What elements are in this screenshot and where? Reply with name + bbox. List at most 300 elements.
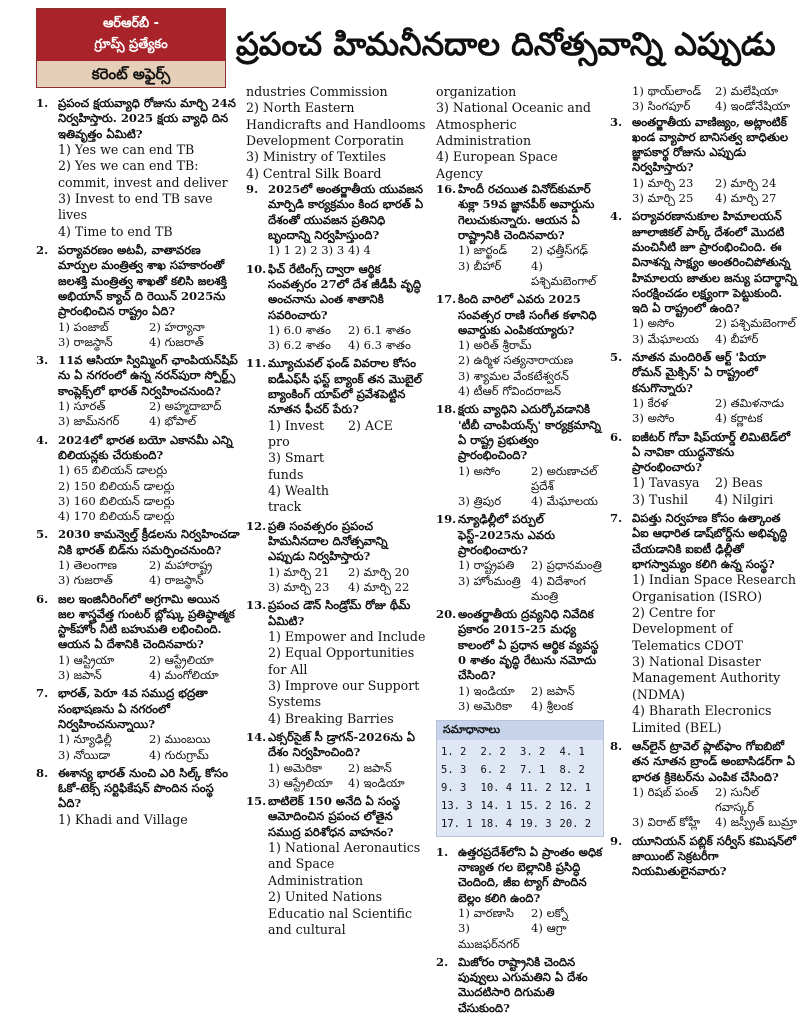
question-line bbox=[610, 511, 798, 572]
answer-cell: 14. 1 bbox=[480, 799, 513, 812]
option: 2) North Eastern Handicrafts and Handlooms Development Corporatin bbox=[246, 100, 426, 149]
question-text: బాటిలెక్ 150 అనేది ఏ సంస్థ ఆమోదించిన ప్రపంచ లోతైన సముద్ర పరిశోధన వాహనం? bbox=[268, 794, 400, 839]
option: 4) టీఆర్ గోవిందరాజన్ bbox=[458, 384, 562, 399]
option-row bbox=[458, 684, 604, 699]
question-line bbox=[246, 182, 428, 243]
option: 2) మార్చి 20 bbox=[348, 564, 410, 579]
option: 2) తమిళనాడు bbox=[715, 395, 784, 410]
question-line bbox=[436, 607, 604, 683]
option bbox=[348, 450, 428, 483]
question-item bbox=[436, 955, 604, 1016]
option: 4) Wealth track bbox=[268, 483, 330, 515]
answer-cell: 12. 1 bbox=[559, 781, 592, 794]
option: 4) Breaking Barries bbox=[268, 710, 394, 726]
option: 4) కర్ణాటక bbox=[715, 411, 763, 426]
option: 4) ఇండియా bbox=[348, 775, 405, 790]
option: 4) గురుగ్రామ్ bbox=[149, 747, 209, 762]
question-line bbox=[36, 353, 240, 399]
option: 1) అరిత్ శ్రీరామ్ bbox=[458, 338, 532, 353]
question-text: యూనియన్ పబ్లిక్ సర్వీస్ కమిషన్‌లో జాయింట్ సెక్రటరీగా నియమితులైనవారు? bbox=[632, 833, 796, 879]
option: 1) అసోం bbox=[458, 463, 501, 478]
question-options bbox=[610, 396, 798, 427]
option-row bbox=[58, 558, 240, 573]
question-text: ప్రపంచ క్షయవ్యాధి రోజును మార్చి 24న నిర్వహిస్తారు. 2025 క్షయ వ్యాధి దిన ఇతివృత్తం ఏమిటి? bbox=[58, 96, 236, 141]
option: 2) అహ్మదాబాద్ bbox=[149, 399, 222, 414]
question-number: 8. bbox=[36, 765, 49, 780]
question-text: ఉత్తరప్రదేశ్‌లోని ఏ ప్రాంతం అధిక నాణ్యత గల బెల్లానికి ప్రసిద్ధి చెందింది, జీఐ ట్యాగ్ పొందిన బెల్లం కలిగి ఉంది? bbox=[458, 844, 603, 905]
question-number: 10. bbox=[246, 261, 267, 276]
option: 4) మార్చి 22 bbox=[348, 579, 410, 594]
option: 3) బీహార్ bbox=[458, 258, 502, 273]
option: 3) జపాన్ bbox=[58, 668, 102, 683]
answer-cell: 3. 2 bbox=[520, 745, 546, 758]
option: 3) శ్యామల వేంకటేశ్వరన్ bbox=[458, 368, 569, 383]
option-row bbox=[58, 653, 240, 668]
question-text: ఈశాన్య భారత్ నుంచి ఎరి సిల్క్ కోసం ఓకో-టెక్స్ సర్టిఫికేషన్ పొందిన సంస్థ ఏది? bbox=[58, 765, 229, 811]
question-item bbox=[246, 794, 428, 938]
option: 1) రిషబ్ పంత్ bbox=[632, 784, 699, 799]
question-options bbox=[610, 475, 798, 508]
question-options bbox=[246, 323, 428, 354]
option: 2) ఛత్తీస్‌గఢ్ bbox=[531, 243, 588, 258]
option-row bbox=[268, 418, 428, 451]
question-text: హిందీ రచయిత వినోద్‌కుమార్ శుక్లా 59వ జ్ఞానపీఠ్ అవార్డును గెలుచుకున్నారు. ఆయన ఏ రాష్ట్రానికి చెందినవారు? bbox=[458, 182, 595, 243]
question-text: ఐజీటర్ గోవా షిప్‌యార్డ్ లిమిటెడ్‌లో ఏ నావికా యుద్ధనౌకను ప్రారంభించారు? bbox=[632, 429, 791, 475]
question-options bbox=[36, 558, 240, 589]
question-text: అంతర్జాతీయ ద్రవ్యనిధి నివేదిక ప్రకారం 2015-25 మధ్య కాలంలో ఏ ప్రధాన ఆర్థిక వ్యవస్థ 0 శాతం వృద్ధి రేటును నమోదు చేసింది? bbox=[458, 607, 599, 683]
option: organization bbox=[436, 84, 517, 99]
question-line bbox=[610, 350, 798, 396]
answer-cell: 19. 3 bbox=[520, 817, 552, 830]
question-line bbox=[436, 955, 604, 1016]
question-number: 6. bbox=[36, 591, 49, 606]
question-line bbox=[246, 262, 428, 323]
option: 4) భోపాల్ bbox=[149, 414, 197, 429]
option-row bbox=[632, 84, 798, 99]
question-options bbox=[246, 243, 428, 258]
option-row bbox=[58, 320, 240, 335]
option: 3) Invest to end TB save lives bbox=[58, 190, 213, 223]
question-options bbox=[610, 316, 798, 347]
question-options bbox=[36, 653, 240, 684]
question-options bbox=[246, 629, 428, 727]
answer-cell: 7. 1 bbox=[520, 763, 546, 776]
option: 1) జార్ఖండ్ bbox=[458, 243, 508, 258]
question-text: పర్యావరణానుకూల హిమాలయన్ జూలాజికల్ పార్క్ దేశంలో మొదటి మంచినీటి జూ ప్రారంభించింది. ఈ వినాశన్న సాక్ష్యం అంతరించిపోతున్న హిమాలయ జాతుల జన్యు పదార్థాన్ని సంరక్షించడం లక్ష్యంగా పెట్టుకుంది. ఇది ఏ రాష్ట్రంలో ఉంది? bbox=[632, 209, 797, 316]
option: 1) వారణాసి bbox=[458, 905, 514, 920]
question-text: భారత్, పెరూ 4వ సముద్ర భద్రతా సంభాషణను ఏ నగరంలో నిర్వహించనున్నాయి? bbox=[58, 686, 208, 731]
option: 1) పంజాబ్ bbox=[58, 319, 109, 334]
option: 3) సింగపూర్ bbox=[632, 99, 691, 114]
option: 4) Time to end TB bbox=[58, 223, 173, 239]
option: 2) Centre for Development of Telematics CDOT bbox=[632, 605, 743, 653]
question-number: 9. bbox=[610, 833, 623, 848]
option: 3) Ministry of Textiles bbox=[246, 149, 386, 165]
option: 2) ACE bbox=[348, 417, 393, 433]
question-line bbox=[436, 845, 604, 906]
option: 3) మార్చి 23 bbox=[268, 579, 330, 594]
question-line bbox=[36, 243, 240, 319]
question-line bbox=[610, 430, 798, 476]
option: 4) జస్ప్రీత్ బుమ్రా bbox=[715, 815, 797, 830]
continued-options bbox=[436, 84, 604, 182]
question-line bbox=[610, 209, 798, 316]
answer-cell: 17. 1 bbox=[441, 817, 473, 830]
question-item bbox=[36, 766, 240, 828]
option: 4) మార్చి 27 bbox=[715, 191, 777, 206]
question-item bbox=[610, 739, 798, 831]
question-options bbox=[436, 243, 604, 289]
question-item bbox=[610, 115, 798, 207]
question-number: 12. bbox=[246, 518, 267, 533]
question-line bbox=[36, 433, 240, 464]
question-text: 2030 కామన్వెల్త్ క్రీడలను నిర్వహించడా నికి భారత్ బిడ్‌ను సమర్పించనుంది? bbox=[58, 527, 240, 557]
option: 1) ఆస్ట్రియా bbox=[58, 652, 115, 667]
option-row bbox=[458, 558, 604, 573]
option: 4) ఆగ్రా bbox=[531, 921, 567, 936]
option: 1) Yes we can end TB bbox=[58, 141, 195, 157]
question-number: 2. bbox=[436, 954, 449, 969]
section-label-box bbox=[36, 8, 226, 88]
option: 1) Indian Space Research Organisation (ISRO) bbox=[632, 572, 796, 604]
question-line bbox=[36, 766, 240, 812]
option-row bbox=[632, 396, 798, 411]
answer-cell: 2. 2 bbox=[480, 745, 506, 758]
option-row bbox=[632, 492, 798, 508]
option: 3) 160 బిలియన్ డాలర్లు bbox=[58, 493, 175, 508]
question-number: 5. bbox=[36, 527, 49, 542]
question-number: 20. bbox=[436, 607, 457, 622]
option: 1) Khadi and Village bbox=[58, 811, 188, 827]
question-number: 11. bbox=[246, 356, 267, 371]
question-text: న్యూఢిల్లీలో పర్పుల్ ఫెస్ట్-2025ను ఎవరు ప్రారంభించారు? bbox=[458, 512, 556, 557]
option-row bbox=[268, 338, 428, 353]
option-row bbox=[632, 176, 798, 191]
question-number: 4. bbox=[36, 432, 49, 447]
question-item bbox=[436, 512, 604, 604]
question-options bbox=[36, 320, 240, 351]
option: 4) శ్రీలంక bbox=[531, 698, 574, 713]
option-row bbox=[58, 335, 240, 350]
question-number: 7. bbox=[610, 511, 623, 526]
question-item bbox=[610, 834, 798, 880]
option: 3) National Disaster Management Authority (NDMA) bbox=[632, 654, 781, 702]
question-number: 16. bbox=[436, 182, 457, 197]
option: 4) మేఘాలయ bbox=[531, 494, 598, 509]
question-item bbox=[36, 243, 240, 350]
question-number: 3. bbox=[610, 114, 623, 129]
option-row bbox=[632, 411, 798, 426]
question-line bbox=[436, 292, 604, 338]
option: 4) ఇండోనేషియా bbox=[715, 99, 791, 114]
question-item bbox=[246, 519, 428, 595]
option: 1) మార్చి 23 bbox=[632, 175, 694, 190]
answers-grid bbox=[437, 740, 603, 836]
question-number: 15. bbox=[246, 794, 267, 809]
question-item bbox=[36, 353, 240, 429]
answer-cell: 11. 2 bbox=[520, 781, 552, 794]
section-line-2: గ్రూప్స్ ప్రత్యేకం bbox=[94, 37, 168, 52]
answer-cell: 1. 2 bbox=[441, 745, 467, 758]
option: 2) ముంబయి bbox=[149, 732, 211, 747]
option-row bbox=[268, 565, 428, 580]
option: 3) Smart funds bbox=[268, 450, 325, 482]
option: 3) రాజస్థాన్ bbox=[58, 334, 113, 349]
answer-cell: 5. 3 bbox=[441, 763, 467, 776]
question-text: ఫిచ్ రేటింగ్స్ ద్వారా ఆర్థిక సంవత్సరం 27లో దేశ జీడీపీ వృద్ధి అంచనాను ఎంత శాతానికి సవరించారు? bbox=[268, 261, 422, 322]
option-row bbox=[632, 99, 798, 114]
option-row bbox=[458, 494, 604, 509]
question-item bbox=[36, 433, 240, 525]
option-row bbox=[632, 316, 798, 331]
option: 3) మార్చి 25 bbox=[632, 191, 694, 206]
option: 2) ఉర్మిళ సత్యనారాయణ bbox=[458, 353, 574, 368]
question-item bbox=[610, 350, 798, 426]
option-row bbox=[268, 580, 428, 595]
question-number: 6. bbox=[610, 429, 623, 444]
option-row bbox=[458, 921, 604, 952]
option-row bbox=[632, 191, 798, 206]
question-text: 2025లో అంతర్జాతీయ యువజన మార్పిడి కార్యక్రమం కింద భారత్ ఏ దేశంతో యువజన ప్రతినిధి బృందాన్ని నిర్వహిస్తుంది? bbox=[268, 182, 424, 243]
answer-cell: 15. 2 bbox=[520, 799, 552, 812]
option: 4) Bharath Elecronics Limited (BEL) bbox=[632, 703, 772, 735]
option-row bbox=[58, 732, 240, 747]
option: 2) ఆస్ట్రేలియా bbox=[149, 652, 214, 667]
column-1 bbox=[36, 96, 240, 831]
section-label bbox=[37, 9, 225, 61]
option: 1) రాష్ట్రపతి bbox=[458, 558, 515, 573]
option: 4) European Space Agency bbox=[436, 149, 558, 181]
question-line bbox=[436, 182, 604, 243]
option-row bbox=[458, 259, 604, 290]
answer-cell: 8. 2 bbox=[559, 763, 585, 776]
option: 4) విదేశాంగ మంత్రి bbox=[531, 573, 586, 603]
option: 2) 150 బిలియన్ డాలర్లు bbox=[58, 478, 175, 493]
question-line bbox=[246, 794, 428, 840]
section-subtitle: కరెంట్ అఫైర్స్ bbox=[37, 61, 225, 87]
section-line-1: ఆర్‌ఆర్‌బీ - bbox=[102, 16, 160, 31]
question-text: మ్యూచువల్ ఫండ్ వివరాల కోసం ఐడీఎఫ్‌సీ ఫస్ట్ బ్యాంక్ తన మొబైల్ బ్యాంకింగ్ యాప్‌లో ప్రవేశపెట్టిన నూతన ఫీచర్ పేరు? bbox=[268, 356, 422, 417]
option-row bbox=[58, 414, 240, 429]
option: 1) అసోం bbox=[632, 316, 675, 331]
option: 1) థాయ్‌లాండ్ bbox=[632, 84, 702, 98]
option: 3) ముజఫర్‌నగర్ bbox=[458, 921, 520, 951]
question-item bbox=[246, 730, 428, 791]
question-options bbox=[436, 906, 604, 952]
question-text: ప్రపంచ డౌన్ సిండ్రోమ్ రోజు థీమ్ ఏమిటి? bbox=[268, 598, 411, 628]
option: 1) Empower and Include bbox=[268, 628, 426, 644]
question-item bbox=[36, 527, 240, 588]
answer-cell: 16. 2 bbox=[559, 799, 592, 812]
option: 4) బీహార్ bbox=[715, 331, 759, 346]
option: 3) ఆస్ట్రేలియా bbox=[268, 775, 333, 790]
option-row bbox=[632, 785, 798, 816]
option: 3) త్రిపుర bbox=[458, 494, 502, 509]
answer-cell: 20. 2 bbox=[559, 817, 592, 830]
option: 2) 6.1 శాతం bbox=[348, 322, 411, 337]
question-options bbox=[610, 176, 798, 207]
option bbox=[348, 483, 428, 516]
option: 2) United Nations Educatio nal Scientific and cultural bbox=[268, 889, 413, 937]
answer-cell: 4. 1 bbox=[559, 745, 585, 758]
option: 3) జామ్‌నగర్ bbox=[58, 414, 120, 429]
answers-box bbox=[436, 720, 604, 837]
option: 4) Nilgiri bbox=[715, 491, 774, 507]
question-number: 14. bbox=[246, 730, 267, 744]
option: 2) Yes we can end TB: commit, invest and deliver bbox=[58, 158, 228, 190]
question-number: 4. bbox=[610, 209, 623, 224]
option: 3) National Oceanic and Atmospheric Administration bbox=[436, 100, 591, 149]
question-item bbox=[436, 182, 604, 289]
option: 2) Beas bbox=[715, 475, 763, 491]
option: 1) ఇండియా bbox=[458, 683, 515, 698]
question-number: 17. bbox=[436, 292, 457, 307]
continued-options bbox=[610, 84, 798, 115]
option: 1) 1 2) 2 3) 3 4) 4 bbox=[268, 243, 371, 258]
option: 2) సునీల్ గవాస్కర్ bbox=[715, 784, 760, 815]
question-options bbox=[246, 761, 428, 792]
question-options bbox=[246, 840, 428, 938]
question-options bbox=[610, 785, 798, 831]
option: 2) పశ్చిమబెంగాల్ bbox=[715, 316, 796, 331]
option: 3) నోయిడా bbox=[58, 747, 111, 762]
question-text: ఎక్సర్‌సైజ్ సీ డ్రాగన్-2026ను ఏ దేశం నిర్వహించింది? bbox=[268, 730, 415, 760]
question-options bbox=[436, 338, 604, 399]
question-number: 3. bbox=[36, 353, 49, 368]
option: 4) గుజరాత్ bbox=[149, 334, 204, 349]
question-text: ప్రతి సంవత్సరం ప్రపంచ హిమనీనదాల దినోత్సవాన్ని ఎప్పుడు నిర్వహిస్తారు? bbox=[268, 518, 388, 564]
option: 1) Invest pro bbox=[268, 417, 325, 449]
question-item bbox=[436, 402, 604, 509]
option-row bbox=[458, 464, 604, 495]
question-line bbox=[610, 115, 798, 176]
option-row bbox=[58, 748, 240, 763]
question-item bbox=[36, 686, 240, 762]
option-row bbox=[632, 815, 798, 830]
page-headline: ప్రపంచ హిమనీనదాల దినోత్సవాన్ని ఎప్పుడు bbox=[236, 25, 776, 63]
question-item bbox=[36, 592, 240, 684]
option-row bbox=[58, 668, 240, 683]
option: 1) National Aeronautics and Space Administration bbox=[268, 840, 421, 888]
option: 3) మేఘాలయ bbox=[632, 331, 699, 346]
question-options bbox=[436, 558, 604, 604]
option: 3) గుజరాత్ bbox=[58, 573, 113, 588]
column-2 bbox=[246, 84, 428, 941]
question-options bbox=[36, 142, 240, 240]
question-line bbox=[36, 96, 240, 142]
option: ndustries Commission bbox=[246, 84, 388, 99]
question-line bbox=[436, 402, 604, 463]
answer-cell: 9. 3 bbox=[441, 781, 467, 794]
question-options bbox=[246, 565, 428, 596]
option: 3) హోంమంత్రి bbox=[458, 573, 521, 588]
question-number: 8. bbox=[610, 738, 623, 753]
column-4 bbox=[610, 84, 798, 883]
option: 1) 65 బిలియన్ డాలర్లు bbox=[58, 463, 168, 478]
question-line bbox=[246, 519, 428, 565]
question-text: మిజోరం రాష్ట్రానికి చెందిన పువ్వులు ఎగుమతిని ఏ దేశం మొదటిసారి దిగుమతి చేసుకుంది? bbox=[458, 954, 588, 1015]
question-options bbox=[36, 399, 240, 430]
option: 4) 6.3 శాతం bbox=[348, 338, 411, 353]
option: 2) ప్రధానమంత్రి bbox=[531, 558, 602, 573]
option-row bbox=[458, 906, 604, 921]
option: 2) మలేషియా bbox=[715, 84, 778, 98]
option-row bbox=[632, 332, 798, 347]
question-text: 11వ ఆసియా స్విమ్మింగ్ ఛాంపియన్‌షిప్ ను ఏ నగరంలో ఉన్న నరన్‌పురా స్పోర్ట్స్ కాంప్లెక్స్‌లో భారత్ నిర్వహించనుంది? bbox=[58, 353, 238, 398]
option: 2) మహారాష్ట్ర bbox=[149, 557, 213, 572]
option: 4) రాజస్థాన్ bbox=[149, 573, 204, 588]
question-line bbox=[36, 686, 240, 732]
question-number: 13. bbox=[246, 598, 267, 613]
question-number: 9. bbox=[246, 182, 259, 197]
question-item bbox=[246, 598, 428, 727]
option-row bbox=[58, 399, 240, 414]
question-item bbox=[610, 511, 798, 736]
question-text: క్షయ వ్యాధిని ఎదుర్కోవడానికి 'టీబీ చాంపియన్స్' కార్యక్రమాన్ని ఏ రాష్ట్ర ప్రభుత్వం ప్రారంభించింది? bbox=[458, 402, 602, 463]
question-item bbox=[246, 182, 428, 258]
question-line bbox=[246, 598, 428, 629]
header bbox=[0, 0, 800, 90]
question-text: అంతర్జాతీయ వాణిజ్యం, అట్లాంటిక్ ఖండ వ్యాపార బానిసత్వ బాధితుల జ్ఞాపకార్థ రోజును ఎప్పుడు నిర్వహిస్తారు? bbox=[632, 114, 789, 175]
option-row bbox=[268, 761, 428, 776]
question-options bbox=[610, 572, 798, 736]
option: 2) లక్నో bbox=[531, 905, 569, 920]
option: 1) సూరత్ bbox=[58, 399, 106, 414]
option: 4) 170 బిలియన్ డాలర్లు bbox=[58, 509, 175, 524]
option-row bbox=[458, 243, 604, 258]
question-number: 5. bbox=[610, 350, 623, 365]
question-options bbox=[36, 732, 240, 763]
question-text: నూతన మందిరిత్ ఆర్ట్ 'పియా రోమన్ మైక్సిన్' ఏ రాష్ట్రంలో కనుగొన్నారు? bbox=[632, 350, 766, 395]
option: 1) మార్చి 21 bbox=[268, 564, 330, 579]
option: 1) Tavasya bbox=[632, 475, 700, 491]
question-options bbox=[436, 464, 604, 510]
option: 1) న్యూఢిల్లీ bbox=[58, 732, 112, 747]
question-number: 1. bbox=[436, 844, 449, 859]
question-line bbox=[246, 356, 428, 417]
option-row bbox=[58, 573, 240, 588]
question-text: ఆన్‌లైన్ ట్రావెల్ ప్లాట్‌ఫాం గోఐబిబో తన నూతన బ్రాండ్ అంబాసిడర్‌గా ఏ భారత క్రికెటర్‌ను ఎంపిక చేసింది? bbox=[632, 738, 795, 784]
question-line bbox=[436, 512, 604, 558]
question-item bbox=[246, 356, 428, 515]
answer-cell: 18. 4 bbox=[480, 817, 513, 830]
option: 2) మార్చి 24 bbox=[715, 175, 777, 190]
option: 4) మంగోలియా bbox=[149, 668, 219, 683]
option: 4) పశ్చిమబెంగాల్ bbox=[531, 258, 597, 288]
question-line bbox=[36, 592, 240, 653]
question-number: 1. bbox=[36, 96, 49, 110]
answer-cell: 6. 2 bbox=[480, 763, 506, 776]
question-number: 19. bbox=[436, 512, 457, 527]
question-line bbox=[610, 834, 798, 880]
question-options bbox=[246, 418, 428, 516]
option: 1) తెలంగాణ bbox=[58, 557, 117, 572]
option: 2) Equal Opportunities for All bbox=[268, 645, 415, 677]
question-item bbox=[610, 209, 798, 347]
option: 1) అమెరికా bbox=[268, 760, 323, 775]
question-item bbox=[436, 607, 604, 714]
option: 1) కేరళ bbox=[632, 395, 668, 410]
question-number: 7. bbox=[36, 686, 49, 701]
answer-cell: 13. 3 bbox=[441, 799, 473, 812]
option-row bbox=[268, 323, 428, 338]
question-item bbox=[610, 430, 798, 509]
option-row bbox=[268, 483, 428, 516]
continued-options bbox=[246, 84, 428, 182]
question-number: 18. bbox=[436, 402, 457, 417]
option: 3) అసోం bbox=[632, 411, 675, 426]
question-options bbox=[36, 812, 240, 828]
